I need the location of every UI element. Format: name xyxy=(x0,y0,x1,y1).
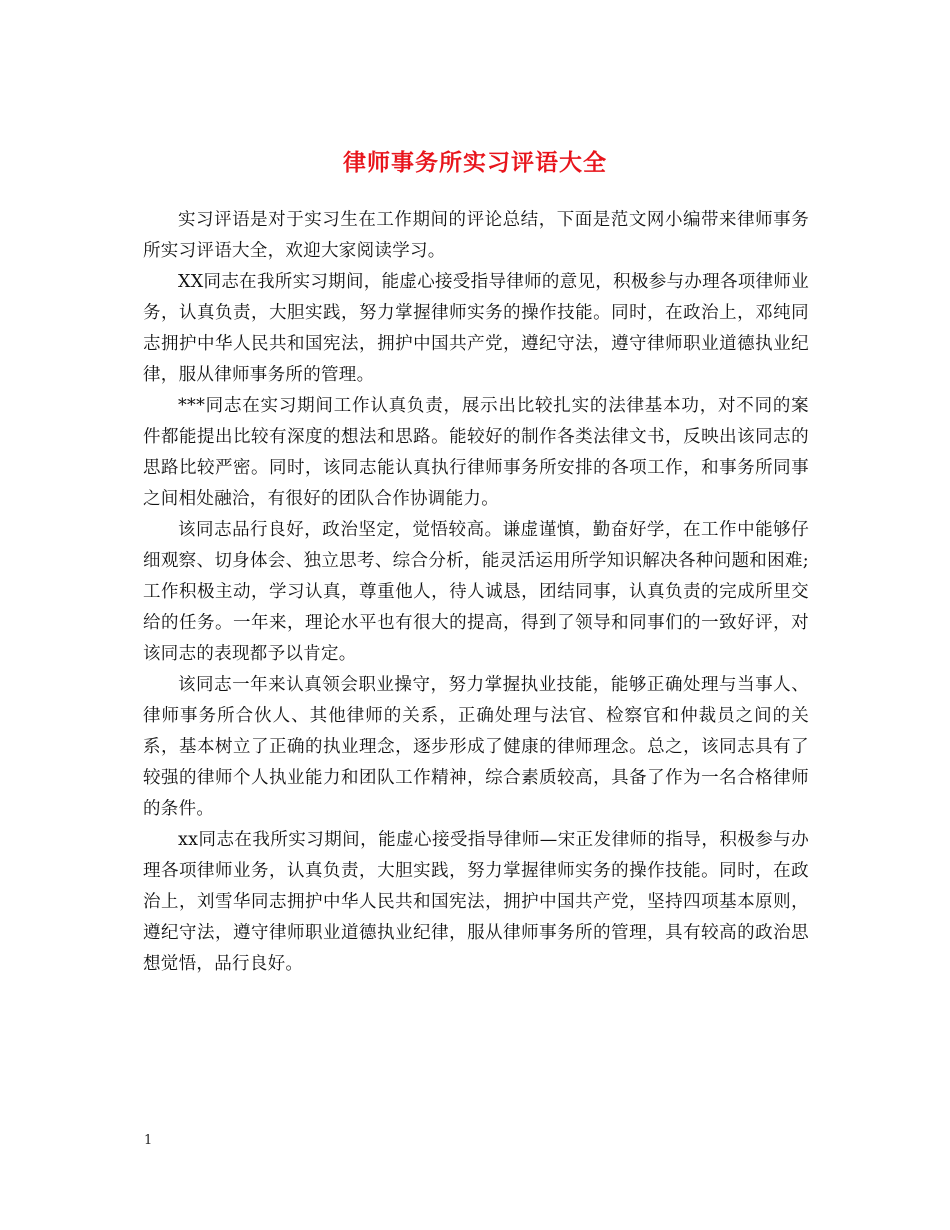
paragraph-comment-4: 该同志一年来认真领会职业操守，努力掌握执业技能，能够正确处理与当事人、律师事务所合伙人、其他律师的关系，正确处理与法官、检察官和仲裁员之间的关系，基本树立了正确的执业理念，逐步形成了健康的律师理念。总之，该同志具有了较强的律师个人执业能力和团队工作精神，综合素质较高，具备了作为一名合格律师的条件。 xyxy=(143,675,809,819)
page-number: 1 xyxy=(144,1133,153,1148)
document-title: 律师事务所实习评语大全 xyxy=(343,149,607,177)
paragraph-intro: 实习评语是对于实习生在工作期间的评论总结，下面是范文网小编带来律师事务所实习评语大全，欢迎大家阅读学习。 xyxy=(143,210,809,261)
paragraph-comment-5: xx同志在我所实习期间，能虚心接受指导律师—宋正发律师的指导，积极参与办理各项律师业务，认真负责，大胆实践，努力掌握律师实务的操作技能。同时，在政治上，刘雪华同志拥护中华人民共和国宪法，拥护中国共产党，坚持四项基本原则，遵纪守法，遵守律师职业道德执业纪律，服从律师事务所的管理，具有较高的政治思想觉悟，品行良好。 xyxy=(143,830,809,974)
paragraph-comment-3: 该同志品行良好，政治坚定，觉悟较高。谦虚谨慎，勤奋好学，在工作中能够仔细观察、切身体会、独立思考、综合分析，能灵活运用所学知识解决各种问题和困难;工作积极主动，学习认真，尊重他人，待人诚恳，团结同事，认真负责的完成所里交给的任务。一年来，理论水平也有很大的提高，得到了领导和同事们的一致好评，对该同志的表现都予以肯定。 xyxy=(143,520,809,664)
paragraph-comment-2: ***同志在实习期间工作认真负责，展示出比较扎实的法律基本功，对不同的案件都能提出比较有深度的想法和思路。能较好的制作各类法律文书，反映出该同志的思路比较严密。同时，该同志能认真执行律师事务所安排的各项工作，和事务所同事之间相处融洽，有很好的团队合作协调能力。 xyxy=(143,396,809,509)
paragraph-comment-1: XX同志在我所实习期间，能虚心接受指导律师的意见，积极参与办理各项律师业务，认真负责，大胆实践，努力掌握律师实务的操作技能。同时，在政治上，邓纯同志拥护中华人民共和国宪法，拥护中国共产党，遵纪守法，遵守律师职业道德执业纪律，服从律师事务所的管理。 xyxy=(143,272,809,385)
document-body xyxy=(143,205,809,980)
